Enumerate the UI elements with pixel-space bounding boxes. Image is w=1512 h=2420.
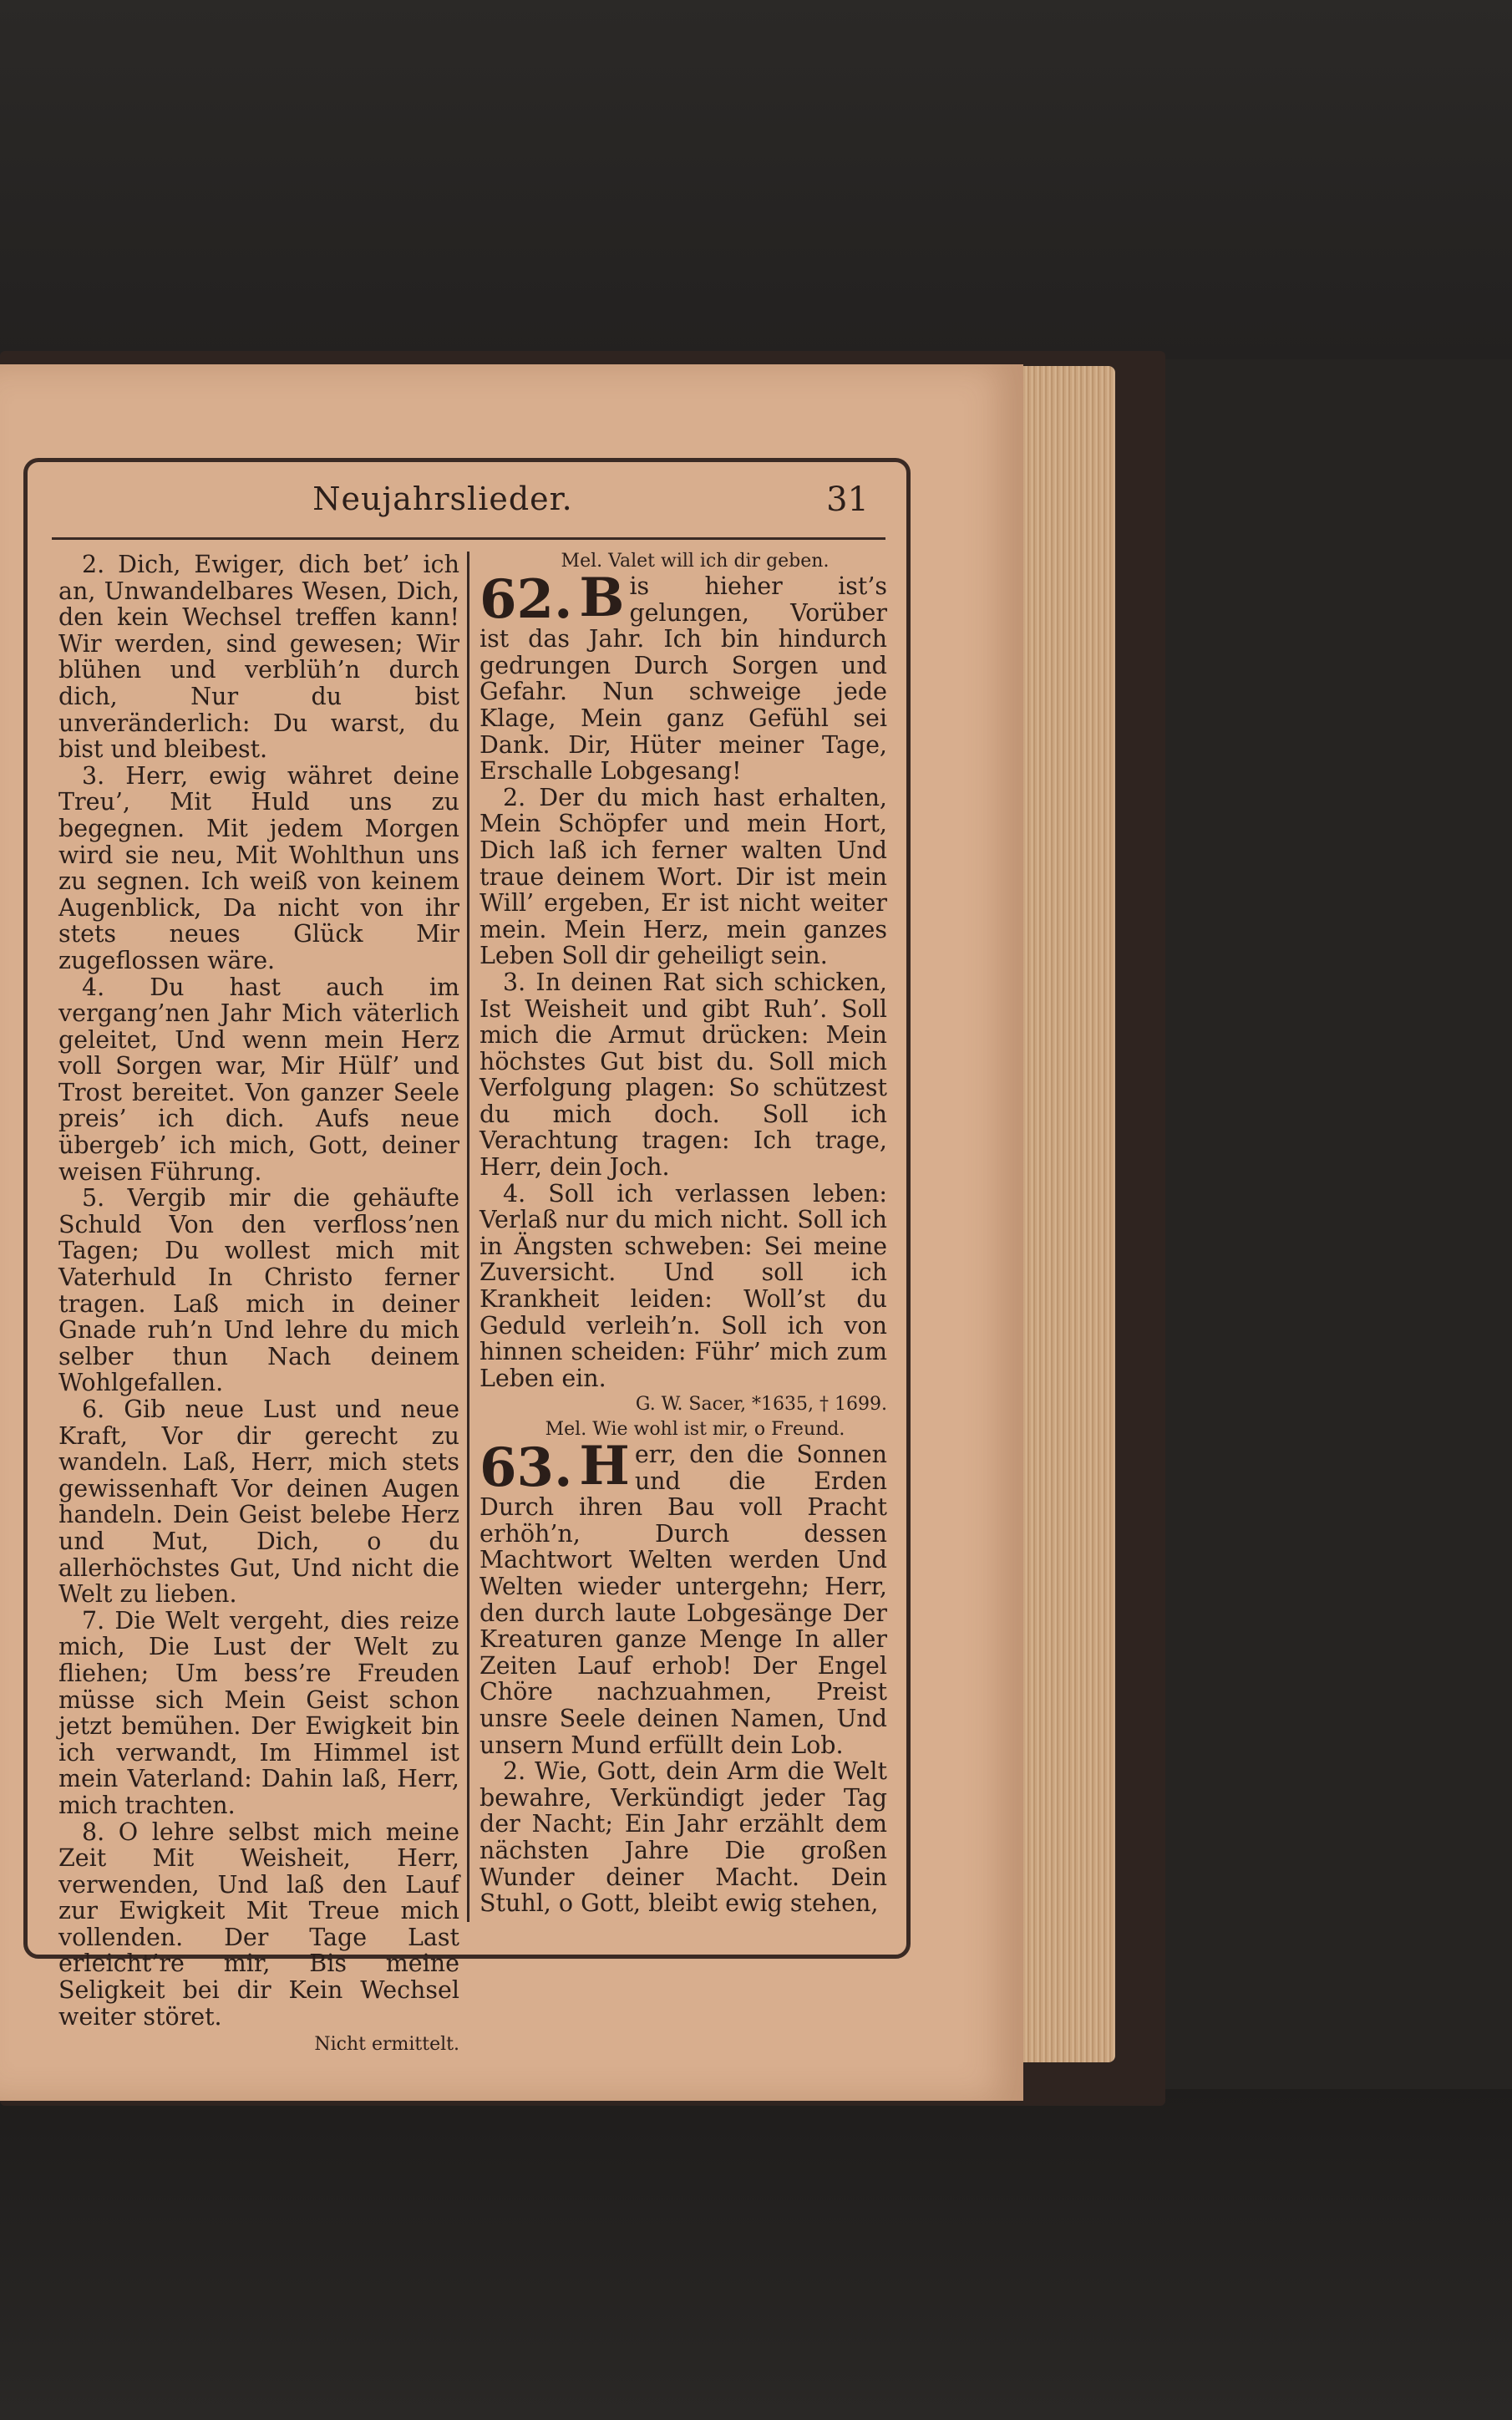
background-bottom <box>0 2089 1512 2420</box>
stanza: 3. In deinen Rat sich schicken, Ist Weisheit und gibt Ruh’. Soll mich die Armut drücken: Mein höchstes Gut bist du. Soll mich Verfolgung plagen: So schützest du mich doch. Soll ich Verachtung tragen: Ich trage, Herr, dein Joch. <box>479 968 887 1182</box>
drop-cap: H <box>579 1435 630 1497</box>
hymn-63-stanza-1 <box>479 1435 887 1759</box>
hymn-number: 63. <box>479 1436 573 1499</box>
right-column <box>479 550 887 1917</box>
hymn-number: 62. <box>479 568 573 631</box>
stanza-text: err, den die Sonnen und die Erden Durch ihren Bau voll Pracht erhöh’n, Durch dessen Machtwort Welten werden Und Welten wieder untergehn; Herr, den durch laute Lobgesänge Der Kreaturen ganze Menge In aller Zeiten Lauf erhob! Der Engel Chöre nachzuahmen, Preist unsre Seele deinen Namen, Und unsern Mund erfüllt dein Lob. <box>479 1441 887 1759</box>
melody-line: Mel. Wie wohl ist mir, o Freund. <box>545 1419 845 1440</box>
melody-line: Mel. Valet will ich dir geben. <box>561 551 830 572</box>
stanza: 5. Vergib mir die gehäufte Schuld Von den verfloss’nen Tagen; Du wollest mich mit Vaterhuld In Christo ferner tragen. Laß mich in deiner Gnade ruh’n Und lehre du mich selber thun Nach deinem Wohlgefallen. <box>58 1184 459 1397</box>
stanza: 4. Soll ich verlassen leben: Verlaß nur du mich nicht. Soll ich in Ängsten schweben: Sei meine Zuversicht. Und soll ich Krankheit leiden: Woll’st du Geduld verleih’n. Soll ich von hinnen scheiden: Führ’ mich zum Leben ein. <box>479 1179 887 1392</box>
column-divider <box>467 552 469 1922</box>
author-credit: G. W. Sacer, *1635, † 1699. <box>635 1394 887 1416</box>
stanza: 3. Herr, ewig währet deine Treu’, Mit Huld uns zu begegnen. Mit jedem Morgen wird sie neu, Mit Wohlthun uns zu segnen. Ich weiß von keinem Augenblick, Da nicht von ihr stets neues Glück Mir zugeflossen wäre. <box>58 761 459 974</box>
left-column <box>58 552 459 2058</box>
stanza: 4. Du hast auch im vergang’nen Jahr Mich väterlich geleitet, Und wenn mein Herz voll Sorgen war, Mir Hülf’ und Trost bereitet. Von ganzer Seele preis’ ich dich. Aufs neue übergeb’ ich mich, Gott, deiner weisen Führung. <box>58 973 459 1186</box>
stanza: 7. Die Welt vergeht, dies reize mich, Die Lust der Welt zu fliehen; Um bess’re Freuden müsse sich Mein Geist schon jetzt bemühen. Der Ewigkeit bin ich verwandt, Im Himmel ist mein Vaterland: Dahin laß, Herr, mich trachten. <box>58 1606 459 1819</box>
running-head: Neujahrslieder. <box>312 480 573 517</box>
page-number: 31 <box>826 480 869 519</box>
stanza: 6. Gib neue Lust und neue Kraft, Vor dir gerecht zu wandeln. Laß, Herr, mich stets gewissenhaft Vor deinen Augen handeln. Dein Geist belebe Herz und Mut, Dich, o du allerhöchstes Gut, Und nicht die Welt zu lieben. <box>58 1396 459 1609</box>
stanza: 2. Der du mich hast erhalten, Mein Schöpfer und mein Hort, Dich laß ich ferner walten Und traue deinem Wort. Dir ist mein Will’ ergeben, Er ist nicht weiter mein. Mein Herz, mein ganzes Leben Soll dir geheiligt sein. <box>479 783 887 970</box>
author-credit: Nicht ermittelt. <box>314 2034 459 2056</box>
hymn-62-stanza-1 <box>479 567 887 785</box>
stanza: 2. Dich, Ewiger, dich bet’ ich an, Unwandelbares Wesen, Dich, den kein Wechsel treffen kann! Wir werden, sind gewesen; Wir blühen und verblüh’n durch dich, Nur du bist unveränderlich: Du warst, du bist und bleibest. <box>58 551 459 764</box>
stanza: 8. O lehre selbst mich meine Zeit Mit Weisheit, Herr, verwenden, Und laß den Lauf zur Ewigkeit Mit Treue mich vollenden. Der Tage Last erleicht’re mir, Bis meine Seligkeit bei dir Kein Wechsel weiter störet. <box>58 1818 459 2031</box>
stanza: 2. Wie, Gott, dein Arm die Welt bewahre, Verkündigt jeder Tag der Nacht; Ein Jahr erzählt dem nächsten Jahre Die großen Wunder deiner Macht. Dein Stuhl, o Gott, bleibt ewig stehen, <box>479 1757 887 1918</box>
stanza-text: is hieher ist’s gelungen, Vorüber ist das Jahr. Ich bin hindurch gedrungen Durch Sorgen und Gefahr. Nun schweige jede Klage, Mein ganz Gefühl sei Dank. Dir, Hüter meiner Tage, Erschalle Lobgesang! <box>479 572 887 785</box>
background-top <box>0 0 1512 359</box>
header-rule <box>52 537 885 540</box>
drop-cap: B <box>579 567 625 629</box>
